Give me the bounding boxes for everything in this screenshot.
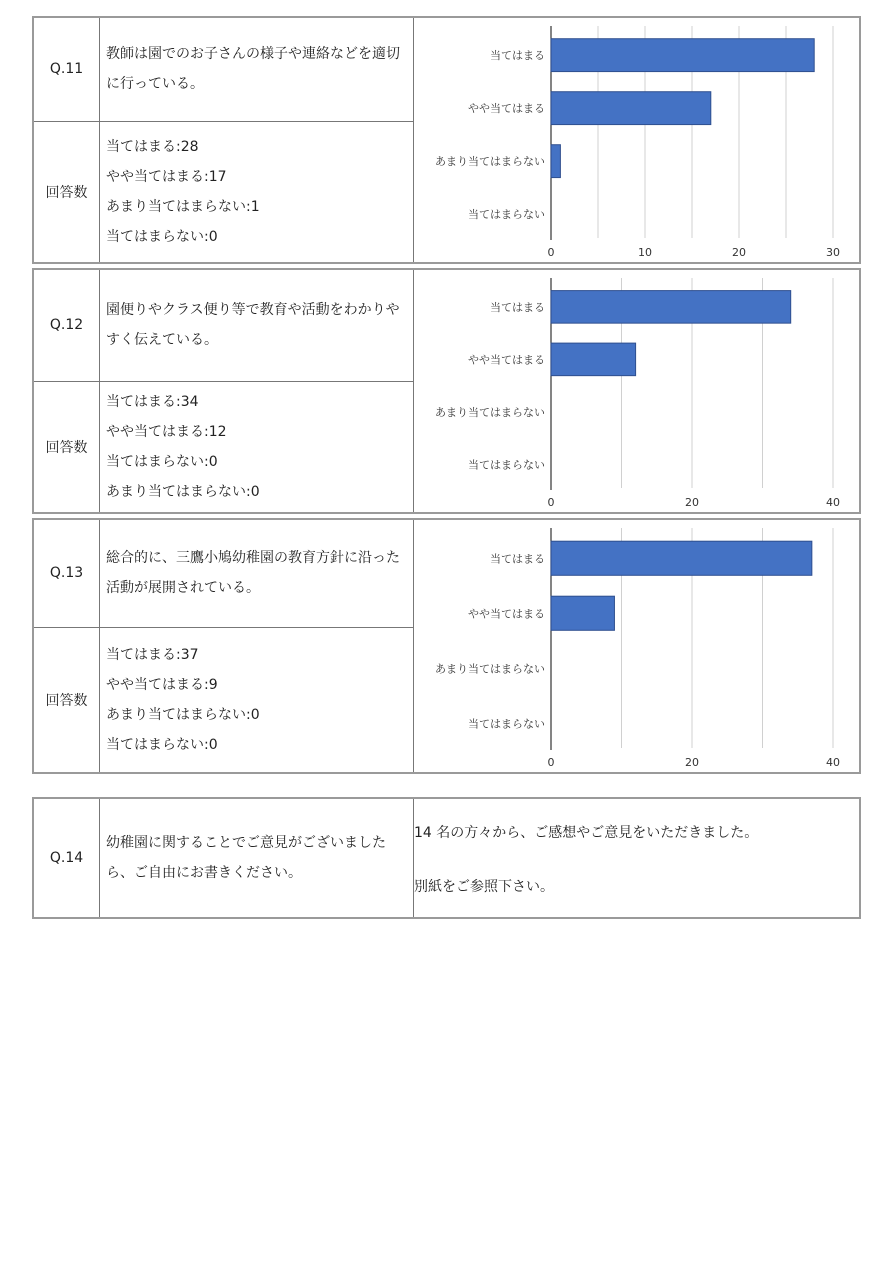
answer-count-item: やや当てはまる:17	[106, 168, 227, 185]
question-table-q11	[32, 16, 861, 264]
answer-count-item: やや当てはまる:12	[106, 423, 227, 440]
question-table-q12	[32, 268, 861, 514]
free-response	[414, 798, 861, 918]
x-tick-label: 0	[547, 496, 555, 509]
category-label: 当てはまらない	[468, 717, 545, 731]
bar-chart-q13	[414, 520, 859, 772]
category-label: やや当てはまる	[468, 102, 545, 116]
question-text: 総合的に、三鷹小鳩幼稚園の教育方針に沿った活動が展開されている。	[100, 519, 414, 627]
category-label: やや当てはまる	[468, 607, 545, 621]
bar	[551, 541, 812, 575]
x-tick-label: 0	[547, 246, 555, 259]
x-tick-label: 40	[826, 756, 840, 769]
answer-count-item: 当てはまる:28	[106, 138, 199, 155]
answers-header: 回答数	[33, 381, 100, 513]
answer-count-item: あまり当てはまらない:0	[106, 706, 260, 723]
chart-cell	[414, 17, 861, 263]
chart-cell	[414, 269, 861, 513]
bar-chart-q12	[414, 270, 859, 512]
bar	[551, 92, 711, 125]
question-number: Q.13	[33, 519, 100, 627]
answer-count-item: 当てはまらない:0	[106, 228, 218, 245]
category-label: 当てはまる	[490, 300, 545, 314]
x-tick-label: 0	[547, 756, 555, 769]
x-tick-label: 20	[685, 496, 699, 509]
x-tick-label: 10	[638, 246, 652, 259]
free-response-line: 14 名の方々から、ご感想やご意見をいただきました。	[414, 825, 759, 841]
answer-count-item: 当てはまる:37	[106, 646, 199, 663]
question-number: Q.11	[33, 17, 100, 121]
chart-cell	[414, 519, 861, 773]
bar	[551, 596, 614, 630]
answer-count-item: 当てはまらない:0	[106, 736, 218, 753]
x-tick-label: 20	[732, 246, 746, 259]
category-label: 当てはまる	[490, 552, 545, 566]
answer-count-item: やや当てはまる:9	[106, 676, 218, 693]
answer-count-item: あまり当てはまらない:0	[106, 483, 260, 500]
category-label: 当てはまらない	[468, 458, 545, 472]
answer-count-item: あまり当てはまらない:1	[106, 198, 260, 215]
bar	[551, 291, 791, 324]
question-table-q13	[32, 518, 861, 774]
answer-counts	[100, 121, 414, 263]
x-tick-label: 20	[685, 756, 699, 769]
answer-count-item: 当てはまらない:0	[106, 453, 218, 470]
question-number: Q.14	[33, 798, 100, 918]
bar-chart-q11	[414, 18, 859, 262]
question-text: 園便りやクラス便り等で教育や活動をわかりやすく伝えている。	[100, 269, 414, 381]
bar	[551, 39, 814, 72]
category-label: 当てはまらない	[468, 208, 545, 222]
category-label: あまり当てはまらない	[435, 155, 545, 169]
category-label: あまり当てはまらない	[435, 405, 545, 419]
bar	[551, 145, 560, 178]
category-label: あまり当てはまらない	[435, 662, 545, 676]
question-table-q14	[32, 797, 861, 919]
bar	[551, 343, 636, 376]
category-label: 当てはまる	[490, 49, 545, 63]
answers-header: 回答数	[33, 121, 100, 263]
question-text: 幼稚園に関することでご意見がございましたら、ご自由にお書きください。	[100, 798, 414, 918]
answers-header: 回答数	[33, 627, 100, 773]
category-label: やや当てはまる	[468, 353, 545, 367]
x-tick-label: 40	[826, 496, 840, 509]
answer-counts	[100, 627, 414, 773]
free-response-line: 別紙をご参照下さい。	[414, 879, 554, 895]
answer-count-item: 当てはまる:34	[106, 393, 199, 410]
answer-counts	[100, 381, 414, 513]
question-text: 教師は園でのお子さんの様子や連絡などを適切に行っている。	[100, 17, 414, 121]
x-tick-label: 30	[826, 246, 840, 259]
question-number: Q.12	[33, 269, 100, 381]
